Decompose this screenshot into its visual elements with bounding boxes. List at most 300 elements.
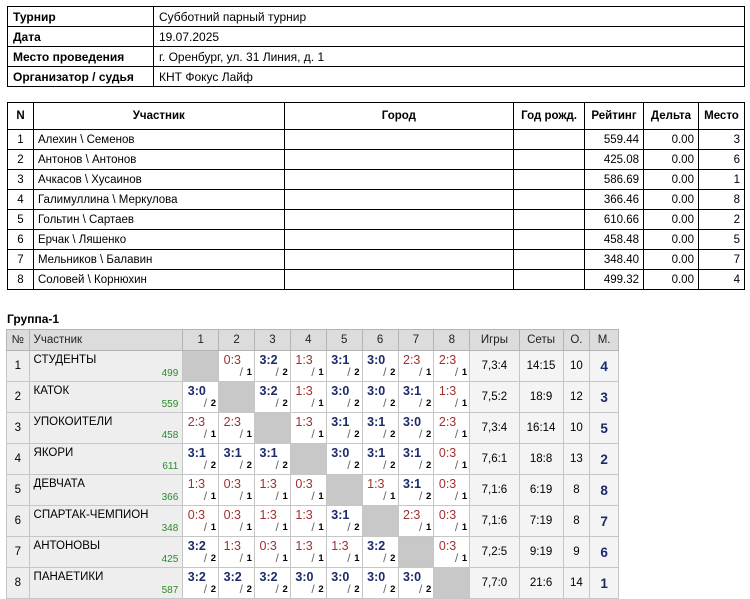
match-score <box>436 506 468 533</box>
match-score <box>185 413 217 440</box>
match-result-cell <box>183 382 219 413</box>
team-cell <box>29 506 183 537</box>
crosstable-header-row <box>7 330 619 351</box>
match-sets: 1:3 <box>223 539 242 553</box>
match-result-cell <box>219 506 255 537</box>
match-score <box>185 475 217 502</box>
match-points: 1 <box>461 367 468 378</box>
slash-glyph: / <box>239 551 243 565</box>
match-result-cell <box>326 382 362 413</box>
info-row <box>8 7 745 27</box>
match-points: 2 <box>354 584 360 595</box>
place-value: 6 <box>600 544 608 560</box>
slash-glyph: / <box>275 396 279 410</box>
participant-delta-cell: 0.00 <box>644 250 699 270</box>
participant-rating-cell: 559.44 <box>585 130 644 150</box>
slash-glyph: / <box>311 520 315 534</box>
match-result-cell <box>362 444 398 475</box>
match-result-cell <box>183 475 219 506</box>
match-result-cell <box>398 413 434 444</box>
slash-glyph: / <box>383 582 387 596</box>
team-number: 4 <box>7 444 30 475</box>
participant-delta-cell: 0.00 <box>644 170 699 190</box>
slash-glyph: / <box>239 489 243 503</box>
match-points: 1 <box>282 491 288 502</box>
slash-glyph: / <box>311 551 315 565</box>
participants-column-header: Рейтинг <box>585 103 644 130</box>
match-sets: 3:0 <box>367 570 386 584</box>
match-score <box>221 413 253 440</box>
games-cell: 7,2:5 <box>470 537 519 568</box>
match-sets: 1:3 <box>295 539 313 553</box>
match-points: 2 <box>210 398 217 409</box>
match-points: 1 <box>318 522 324 533</box>
participant-city-cell <box>284 150 514 170</box>
slash-glyph: / <box>419 365 423 379</box>
slash-glyph: / <box>203 458 208 472</box>
participants-column-header: N <box>8 103 34 130</box>
match-sets: 3:1 <box>223 446 242 460</box>
match-result-cell <box>290 382 326 413</box>
match-score <box>257 568 289 595</box>
team-row <box>7 413 619 444</box>
place-cell <box>590 382 619 413</box>
team-cell <box>29 351 183 382</box>
team-rating: 425 <box>161 554 179 565</box>
info-label: Турнир <box>8 7 154 27</box>
team-cell <box>29 444 183 475</box>
match-result-cell <box>362 413 398 444</box>
match-score <box>328 351 360 378</box>
match-points: 2 <box>354 522 360 533</box>
slash-glyph: / <box>454 427 459 441</box>
match-sets: 0:3 <box>438 446 457 460</box>
participant-delta-cell: 0.00 <box>644 150 699 170</box>
team-row <box>7 506 619 537</box>
participant-n-cell: 1 <box>8 130 34 150</box>
participants-column-header: Дельта <box>644 103 699 130</box>
match-points: 1 <box>461 429 468 440</box>
match-points: 2 <box>246 460 252 471</box>
match-points: 1 <box>246 553 252 564</box>
match-score <box>221 475 253 502</box>
crosstable-column-header: 4 <box>290 330 326 351</box>
team-row <box>7 351 619 382</box>
slash-glyph: / <box>203 396 208 410</box>
match-points: 2 <box>426 398 432 409</box>
slash-glyph: / <box>311 489 315 503</box>
match-score <box>257 444 289 471</box>
participant-row <box>8 190 745 210</box>
slash-glyph: / <box>239 582 243 596</box>
match-score <box>221 568 253 595</box>
participant-place-cell: 7 <box>698 250 744 270</box>
slash-glyph: / <box>347 365 351 379</box>
match-score <box>436 537 468 564</box>
participants-column-header: Город <box>284 103 514 130</box>
team-rating: 611 <box>162 461 179 472</box>
participant-city-cell <box>284 210 514 230</box>
slash-glyph: / <box>311 396 315 410</box>
crosstable-column-header: Игры <box>470 330 519 351</box>
participants-table <box>7 102 745 290</box>
match-sets: 1:3 <box>438 384 457 398</box>
place-value: 8 <box>600 482 608 498</box>
match-result-cell <box>255 382 291 413</box>
slash-glyph: / <box>239 520 243 534</box>
match-score <box>257 475 289 502</box>
match-points: 1 <box>390 491 396 502</box>
match-sets: 2:3 <box>187 415 206 429</box>
points-cell: 10 <box>563 413 590 444</box>
match-score <box>221 537 253 564</box>
slash-glyph: / <box>454 458 459 472</box>
match-sets: 3:0 <box>331 570 350 584</box>
team-rating: 458 <box>161 430 179 441</box>
slash-glyph: / <box>383 551 387 565</box>
match-score <box>292 537 324 564</box>
team-name: СПАРТАК-ЧЕМПИОН <box>33 509 149 521</box>
match-points: 2 <box>282 460 288 471</box>
match-score <box>185 537 217 564</box>
team-row <box>7 475 619 506</box>
match-sets: 3:0 <box>331 446 350 460</box>
slash-glyph: / <box>347 551 351 565</box>
match-score <box>400 475 432 502</box>
slash-glyph: / <box>419 489 423 503</box>
match-points: 1 <box>461 460 468 471</box>
match-points: 2 <box>426 429 432 440</box>
points-cell: 14 <box>563 568 590 599</box>
participant-year-cell <box>514 250 585 270</box>
sets-cell: 7:19 <box>519 506 563 537</box>
info-value: г. Оренбург, ул. 31 Линия, д. 1 <box>154 47 745 67</box>
match-points: 1 <box>246 491 252 502</box>
participant-rating-cell: 458.48 <box>585 230 644 250</box>
place-cell <box>590 475 619 506</box>
team-cell <box>29 537 183 568</box>
match-score <box>328 413 360 440</box>
match-points: 1 <box>426 367 432 378</box>
match-sets: 2:3 <box>403 508 421 522</box>
match-result-cell <box>219 475 255 506</box>
match-sets: 0:3 <box>223 477 242 491</box>
match-score <box>328 382 360 409</box>
match-sets: 2:3 <box>438 353 457 367</box>
self-match-cell <box>183 351 219 382</box>
match-score <box>292 382 324 409</box>
participant-delta-cell: 0.00 <box>644 130 699 150</box>
match-result-cell <box>219 537 255 568</box>
participant-name-cell: Гольтин \ Сартаев <box>33 210 284 230</box>
match-points: 2 <box>282 398 288 409</box>
match-score <box>400 568 432 595</box>
participant-year-cell <box>514 130 585 150</box>
slash-glyph: / <box>203 551 208 565</box>
match-points: 2 <box>426 584 432 595</box>
participant-year-cell <box>514 230 585 250</box>
team-number: 7 <box>7 537 30 568</box>
slash-glyph: / <box>383 427 387 441</box>
match-sets: 3:0 <box>403 570 422 584</box>
team-name: КАТОК <box>33 385 70 397</box>
team-number: 5 <box>7 475 30 506</box>
games-cell: 7,3:4 <box>470 351 519 382</box>
match-result-cell <box>398 444 434 475</box>
match-points: 1 <box>210 522 217 533</box>
match-result-cell <box>255 351 291 382</box>
slash-glyph: / <box>203 427 208 441</box>
info-row <box>8 27 745 47</box>
team-cell <box>29 413 183 444</box>
slash-glyph: / <box>419 396 423 410</box>
match-points: 2 <box>246 584 252 595</box>
match-score <box>185 506 217 533</box>
match-score <box>328 537 360 564</box>
match-points: 1 <box>461 553 468 564</box>
participant-rating-cell: 366.46 <box>585 190 644 210</box>
team-rating: 587 <box>161 585 179 596</box>
team-cell <box>29 475 183 506</box>
match-score <box>400 351 432 378</box>
match-sets: 3:0 <box>403 415 422 429</box>
crosstable-column-header: 2 <box>219 330 255 351</box>
games-cell: 7,1:6 <box>470 506 519 537</box>
points-cell: 8 <box>563 475 590 506</box>
participant-delta-cell: 0.00 <box>644 230 699 250</box>
match-sets: 1:3 <box>295 384 313 398</box>
match-score <box>292 475 324 502</box>
slash-glyph: / <box>275 365 279 379</box>
slash-glyph: / <box>311 365 315 379</box>
group-crosstable <box>6 329 619 599</box>
self-match-cell <box>362 506 398 537</box>
crosstable-column-header: Участник <box>29 330 183 351</box>
match-points: 1 <box>282 522 288 533</box>
slash-glyph: / <box>347 427 351 441</box>
match-points: 1 <box>210 491 217 502</box>
participant-city-cell <box>284 250 514 270</box>
team-number: 3 <box>7 413 30 444</box>
sets-cell: 6:19 <box>519 475 563 506</box>
match-result-cell <box>326 444 362 475</box>
slash-glyph: / <box>419 520 423 534</box>
participant-name-cell: Соловей \ Корнюхин <box>33 270 284 290</box>
match-points: 1 <box>210 429 217 440</box>
match-points: 2 <box>354 367 360 378</box>
crosstable-column-header: М. <box>590 330 619 351</box>
match-result-cell <box>219 444 255 475</box>
match-score <box>364 475 396 502</box>
match-score <box>185 444 217 471</box>
match-points: 2 <box>210 553 217 564</box>
match-score <box>400 444 432 471</box>
participant-row <box>8 270 745 290</box>
match-points: 2 <box>318 584 324 595</box>
team-rating: 499 <box>161 368 179 379</box>
slash-glyph: / <box>203 489 208 503</box>
match-result-cell <box>326 413 362 444</box>
slash-glyph: / <box>454 396 459 410</box>
sets-cell: 18:8 <box>519 444 563 475</box>
match-sets: 3:1 <box>331 508 350 522</box>
team-rating: 366 <box>161 492 179 503</box>
participant-n-cell: 3 <box>8 170 34 190</box>
match-result-cell <box>326 506 362 537</box>
match-points: 2 <box>354 429 360 440</box>
match-score <box>436 413 468 440</box>
match-sets: 3:1 <box>367 415 386 429</box>
info-row <box>8 67 745 87</box>
participant-place-cell: 5 <box>698 230 744 250</box>
match-points: 1 <box>318 367 324 378</box>
participant-delta-cell: 0.00 <box>644 270 699 290</box>
points-cell: 10 <box>563 351 590 382</box>
match-sets: 0:3 <box>438 508 457 522</box>
slash-glyph: / <box>275 551 279 565</box>
slash-glyph: / <box>239 365 243 379</box>
match-points: 2 <box>390 460 396 471</box>
match-points: 1 <box>318 429 324 440</box>
participant-row <box>8 170 745 190</box>
match-result-cell <box>434 506 470 537</box>
match-sets: 3:2 <box>259 384 278 398</box>
participant-place-cell: 4 <box>698 270 744 290</box>
team-name: АНТОНОВЫ <box>33 540 101 552</box>
slash-glyph: / <box>275 520 279 534</box>
games-cell: 7,3:4 <box>470 413 519 444</box>
participant-name-cell: Мельников \ Балавин <box>33 250 284 270</box>
match-score <box>292 568 324 595</box>
match-sets: 3:1 <box>331 415 350 429</box>
crosstable-column-header: 8 <box>434 330 470 351</box>
match-points: 2 <box>390 429 396 440</box>
participant-row <box>8 150 745 170</box>
participant-name-cell: Галимуллина \ Меркулова <box>33 190 284 210</box>
place-cell <box>590 537 619 568</box>
slash-glyph: / <box>454 365 459 379</box>
slash-glyph: / <box>311 427 315 441</box>
match-points: 1 <box>246 367 252 378</box>
sets-cell: 9:19 <box>519 537 563 568</box>
slash-glyph: / <box>383 365 387 379</box>
participant-n-cell: 4 <box>8 190 34 210</box>
slash-glyph: / <box>347 396 351 410</box>
match-points: 2 <box>426 491 432 502</box>
crosstable-column-header: № <box>7 330 30 351</box>
match-points: 2 <box>282 584 288 595</box>
match-sets: 1:3 <box>295 415 313 429</box>
match-score <box>257 506 289 533</box>
match-sets: 3:2 <box>367 539 386 553</box>
slash-glyph: / <box>347 520 351 534</box>
match-score <box>364 537 396 564</box>
match-result-cell <box>183 537 219 568</box>
crosstable-column-header: 3 <box>255 330 291 351</box>
place-cell <box>590 444 619 475</box>
info-value: Субботний парный турнир <box>154 7 745 27</box>
match-score <box>400 413 432 440</box>
crosstable-column-header: О. <box>563 330 590 351</box>
team-number: 6 <box>7 506 30 537</box>
match-sets: 0:3 <box>295 477 313 491</box>
match-sets: 3:2 <box>259 353 278 367</box>
participant-year-cell <box>514 190 585 210</box>
match-points: 2 <box>354 398 360 409</box>
info-row <box>8 47 745 67</box>
match-points: 2 <box>390 584 396 595</box>
points-cell: 9 <box>563 537 590 568</box>
self-match-cell <box>398 537 434 568</box>
match-score <box>221 506 253 533</box>
games-cell: 7,6:1 <box>470 444 519 475</box>
participant-row <box>8 210 745 230</box>
match-sets: 3:1 <box>403 446 422 460</box>
participant-rating-cell: 586.69 <box>585 170 644 190</box>
match-result-cell <box>434 537 470 568</box>
match-score <box>257 351 289 378</box>
match-score <box>364 382 396 409</box>
match-score <box>436 475 468 502</box>
match-points: 2 <box>210 584 217 595</box>
match-result-cell <box>183 413 219 444</box>
participants-column-header: Место <box>698 103 744 130</box>
sets-cell: 18:9 <box>519 382 563 413</box>
match-result-cell <box>434 413 470 444</box>
games-cell: 7,7:0 <box>470 568 519 599</box>
team-row <box>7 537 619 568</box>
match-sets: 1:3 <box>367 477 385 491</box>
match-points: 1 <box>461 522 468 533</box>
match-score <box>364 351 396 378</box>
place-value: 1 <box>600 575 608 591</box>
slash-glyph: / <box>239 458 243 472</box>
match-result-cell <box>398 351 434 382</box>
match-score <box>328 444 360 471</box>
participant-row <box>8 250 745 270</box>
match-result-cell <box>398 506 434 537</box>
crosstable-body <box>7 351 619 599</box>
slash-glyph: / <box>275 582 279 596</box>
participants-column-header: Участник <box>33 103 284 130</box>
points-cell: 8 <box>563 506 590 537</box>
match-sets: 1:3 <box>295 508 313 522</box>
match-score <box>364 568 396 595</box>
participant-delta-cell: 0.00 <box>644 190 699 210</box>
match-sets: 1:3 <box>187 477 206 491</box>
match-points: 1 <box>246 522 252 533</box>
participant-year-cell <box>514 210 585 230</box>
place-value: 7 <box>600 513 608 529</box>
match-score <box>257 537 289 564</box>
match-result-cell <box>290 351 326 382</box>
match-sets: 3:1 <box>259 446 278 460</box>
match-sets: 1:3 <box>259 508 277 522</box>
participant-place-cell: 6 <box>698 150 744 170</box>
match-sets: 0:3 <box>259 539 277 553</box>
team-rating: 559 <box>161 399 179 410</box>
participants-body <box>8 130 745 290</box>
match-result-cell <box>219 413 255 444</box>
match-sets: 1:3 <box>331 539 349 553</box>
match-points: 2 <box>282 367 288 378</box>
participant-year-cell <box>514 270 585 290</box>
match-result-cell <box>290 475 326 506</box>
match-result-cell <box>362 537 398 568</box>
match-points: 1 <box>318 398 324 409</box>
match-score <box>436 351 468 378</box>
match-sets: 3:0 <box>367 353 386 367</box>
